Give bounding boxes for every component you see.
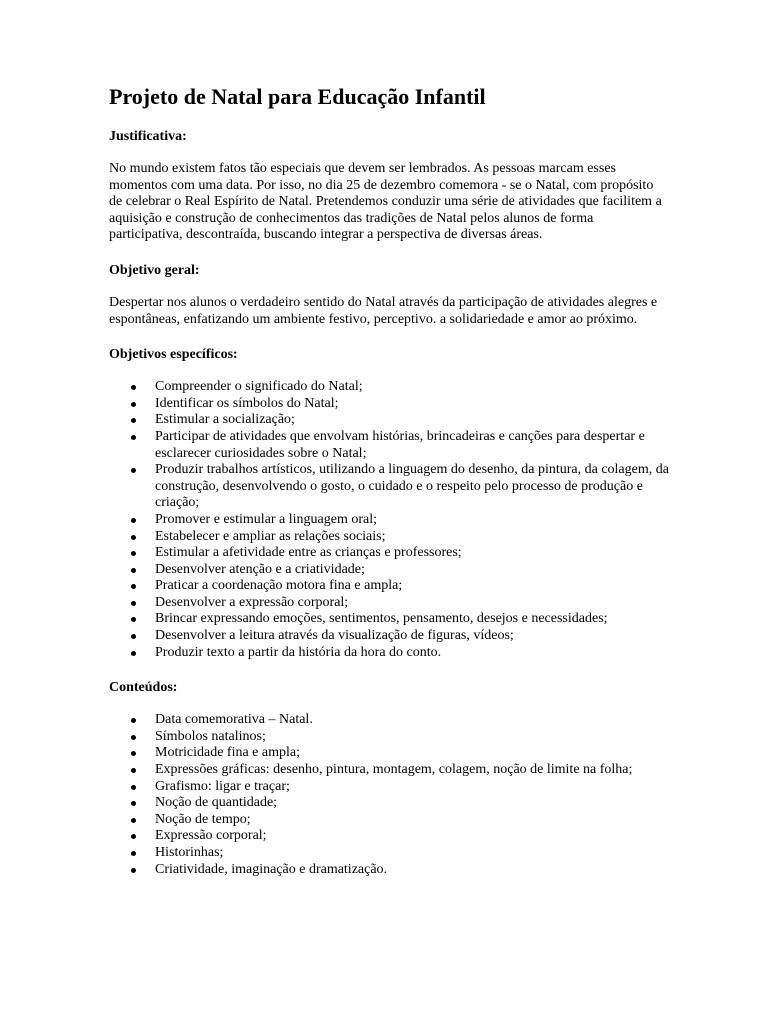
list-item-text: Símbolos natalinos; bbox=[155, 728, 266, 744]
list-item bbox=[109, 412, 669, 429]
list-item-text: Praticar a coordenação motora fina e ampla; bbox=[155, 578, 403, 594]
section-heading-justificativa: Justificativa: bbox=[109, 129, 187, 144]
list-item bbox=[109, 396, 669, 413]
section-conteudos bbox=[109, 679, 669, 878]
bullet-icon bbox=[131, 751, 136, 756]
bullet-icon bbox=[131, 851, 136, 856]
list-item-text: Estimular a afetividade entre as crianças e professores; bbox=[155, 545, 462, 561]
list-item-text: Estimular a socialização; bbox=[155, 412, 295, 428]
list-item-text: Produzir texto a partir da história da hora do conto. bbox=[155, 644, 442, 660]
bullet-icon bbox=[131, 801, 136, 806]
document-page bbox=[109, 84, 669, 878]
bullet-icon bbox=[131, 834, 136, 839]
list-item bbox=[109, 562, 669, 579]
list-item bbox=[109, 795, 669, 812]
list-item-text: Noção de quantidade; bbox=[155, 795, 278, 811]
paragraph-justificativa: No mundo existem fatos tão especiais que devem ser lembrados. As pessoas marcam esses momentos com uma data. Por isso, no dia 25 de dezembro comemora - se o Natal, com propósito de celebrar o Real Espírito de Natal. Pretendemos conduzir uma série de atividades que facilitem a aquisição e construção de conhecimentos das tradições de Natal pelos alunos de forma participativa, descontraída, buscando integrar a perspectiva de diversas áreas. bbox=[109, 161, 662, 243]
page-title: Projeto de Natal para Educação Infantil bbox=[109, 84, 486, 109]
list-item-text: Estabelecer e ampliar as relações sociais; bbox=[155, 528, 386, 544]
bullet-icon bbox=[131, 535, 136, 540]
section-objetivos-especificos bbox=[109, 346, 669, 661]
bullet-icon bbox=[131, 385, 136, 390]
list-item-text: Desenvolver a leitura através da visualização de figuras, vídeos; bbox=[155, 628, 514, 644]
list-item-text: Grafismo: ligar e traçar; bbox=[155, 778, 290, 794]
bullet-icon bbox=[131, 735, 136, 740]
list-item-text: Data comemorativa – Natal. bbox=[155, 712, 313, 728]
section-heading-objetivos-especificos: Objetivos específicos: bbox=[109, 347, 238, 363]
list-item bbox=[109, 645, 669, 662]
list-item-text: Noção de tempo; bbox=[155, 811, 251, 827]
list-item-text: Compreender o significado do Natal; bbox=[155, 379, 363, 395]
bullet-icon bbox=[131, 785, 136, 790]
list-item bbox=[109, 529, 669, 546]
list-item-text: Produzir trabalhos artísticos, utilizando a linguagem do desenho, da pintura, da colagem, da construção, desenvolvendo o gosto, o cuidado e o respeito pelo processo de produção e criação; bbox=[155, 462, 669, 511]
list-item-text: Desenvolver a expressão corporal; bbox=[155, 594, 349, 610]
list-item bbox=[109, 611, 669, 628]
list-item bbox=[109, 745, 669, 762]
list-item bbox=[109, 862, 669, 879]
bullet-icon bbox=[131, 617, 136, 622]
list-item bbox=[109, 512, 669, 529]
bullet-icon bbox=[131, 435, 136, 440]
list-item bbox=[109, 812, 669, 829]
list-item-text: Criatividade, imaginação e dramatização. bbox=[155, 861, 388, 877]
section-justificativa bbox=[109, 128, 669, 244]
list-item bbox=[109, 578, 669, 595]
list-item bbox=[109, 462, 669, 512]
bullet-icon bbox=[131, 634, 136, 639]
list-item bbox=[109, 729, 669, 746]
list-item bbox=[109, 429, 669, 462]
list-item-text: Participar de atividades que envolvam histórias, brincadeiras e canções para despertar e esclarecer curiosidades sobre o Natal; bbox=[155, 428, 645, 461]
list-item-text: Promover e estimular a linguagem oral; bbox=[155, 511, 377, 527]
list-item bbox=[109, 595, 669, 612]
bullet-icon bbox=[131, 551, 136, 556]
list-item bbox=[109, 628, 669, 645]
bullet-icon bbox=[131, 418, 136, 423]
list-item-text: Historinhas; bbox=[155, 845, 224, 860]
bullet-icon bbox=[131, 468, 136, 473]
list-item bbox=[109, 828, 669, 845]
list-item bbox=[109, 545, 669, 562]
list-item bbox=[109, 779, 669, 796]
bullet-icon bbox=[131, 402, 136, 407]
section-heading-objetivo-geral: Objetivo geral: bbox=[109, 262, 200, 278]
list-item-text: Motricidade fina e ampla; bbox=[155, 745, 300, 761]
section-objetivo-geral bbox=[109, 262, 669, 328]
bullet-icon bbox=[131, 651, 136, 656]
bullet-icon bbox=[131, 768, 136, 773]
bullet-icon bbox=[131, 584, 136, 589]
bullet-icon bbox=[131, 568, 136, 573]
bullet-icon bbox=[131, 818, 136, 823]
bullet-icon bbox=[131, 718, 136, 723]
list-item-text: Expressões gráficas: desenho, pintura, montagem, colagem, noção de limite na folha; bbox=[155, 762, 633, 778]
conteudos-list bbox=[109, 712, 669, 878]
objetivos-especificos-list bbox=[109, 379, 669, 661]
list-item bbox=[109, 712, 669, 729]
list-item-text: Brincar expressando emoções, sentimentos, pensamento, desejos e necessidades; bbox=[155, 611, 608, 627]
bullet-icon bbox=[131, 868, 136, 873]
bullet-icon bbox=[131, 518, 136, 523]
paragraph-objetivo-geral: Despertar nos alunos o verdadeiro sentido do Natal através da participação de atividades alegres e espontâneas, enfatizando um ambiente festivo, perceptivo. a solidariedade e amor ao próximo. bbox=[109, 294, 658, 327]
list-item bbox=[109, 845, 669, 862]
list-item bbox=[109, 379, 669, 396]
section-heading-conteudos: Conteúdos: bbox=[109, 680, 178, 696]
list-item-text: Desenvolver atenção e a criatividade; bbox=[155, 561, 365, 577]
list-item-text: Expressão corporal; bbox=[155, 828, 267, 844]
list-item bbox=[109, 762, 669, 779]
list-item-text: Identificar os símbolos do Natal; bbox=[155, 395, 339, 411]
bullet-icon bbox=[131, 601, 136, 606]
